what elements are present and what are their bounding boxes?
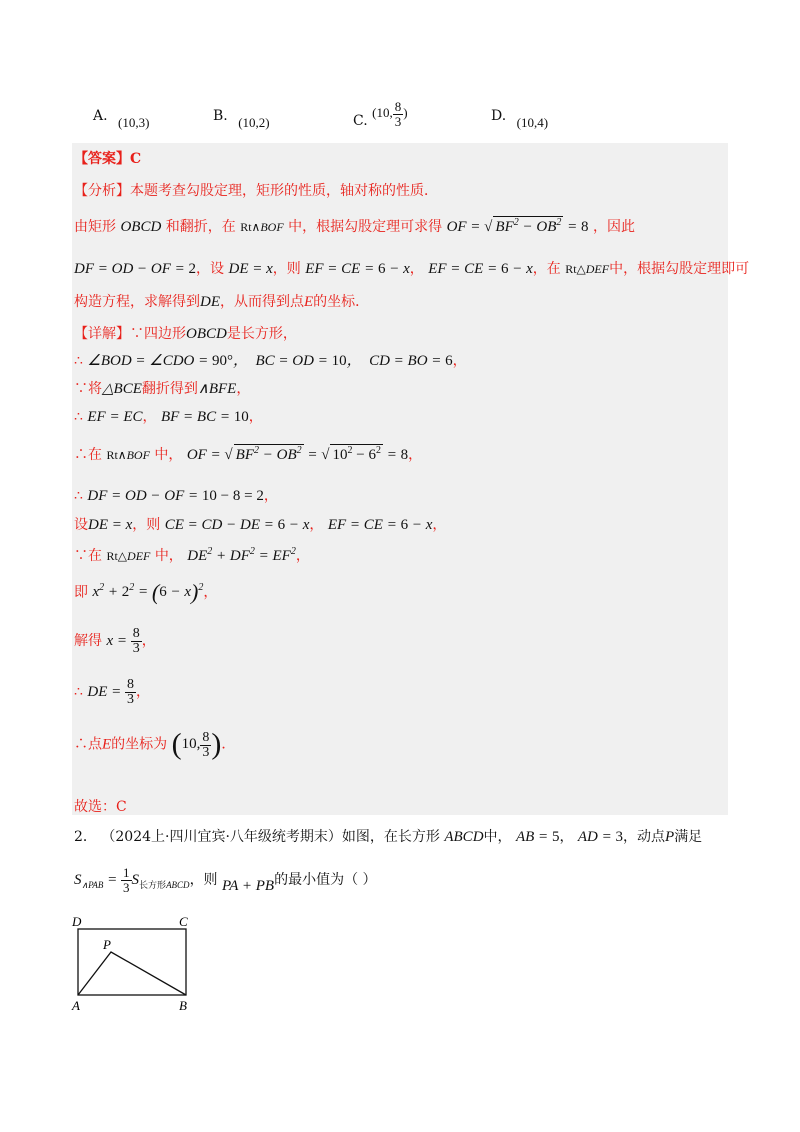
option-letter: A. xyxy=(93,108,108,124)
text: ，因此 xyxy=(592,219,635,235)
math-of-eq: OF = √ $BF^2 - OB^2 = 8$ xyxy=(446,217,589,235)
text: 中， xyxy=(483,829,512,845)
text: 中，根据勾股定理可求得 xyxy=(288,219,443,235)
detail-line-11: ∴ DE = $\frac{8}{3}$ ， xyxy=(74,677,150,707)
math-de-x: DE = x xyxy=(228,261,273,277)
text: 由矩形 xyxy=(74,219,116,235)
rect-label: 长方形 xyxy=(139,879,167,890)
option-letter: C. xyxy=(353,113,368,130)
detail-line-7: 设DE = x，则 CE = CD − DE = 6 − x， EF = CE = 6 − x， xyxy=(74,517,447,533)
segments-pa-pb xyxy=(78,952,186,995)
text: 和翻折，在 xyxy=(165,219,236,235)
option-c[interactable] xyxy=(353,100,408,129)
math-e: E xyxy=(304,294,314,310)
text: 满足 xyxy=(674,829,703,845)
analysis-line-4 xyxy=(74,291,369,311)
label-d: D xyxy=(72,914,82,929)
answer-panel xyxy=(72,143,728,815)
detail-line-6: ∴ DF = OD − OF = 10 − 8 = 2， xyxy=(74,488,278,504)
text: 中， xyxy=(154,447,183,463)
math-x-eq: x = $\frac{8}{3}$ xyxy=(106,626,140,656)
math-rt-bof: Rt∧BOF xyxy=(106,448,150,462)
option-b[interactable] xyxy=(213,108,270,130)
math-ef-ce: EF = CE = 6 − x xyxy=(327,517,433,533)
text: ， xyxy=(236,381,251,397)
text: ，从而得到点 xyxy=(220,294,304,310)
therefore: ∴ xyxy=(74,353,83,369)
math-tri-bfe: ∧BFE xyxy=(197,381,237,397)
text: 的坐标． xyxy=(313,294,370,310)
text: 如图，在长方形 xyxy=(341,829,440,845)
math-ce-calc: CE = CD − DE = 6 − x xyxy=(164,517,310,533)
label-c: C xyxy=(179,914,188,929)
detail-line-3 xyxy=(74,378,250,398)
text: ∴点 xyxy=(74,736,102,753)
question-number: 2． xyxy=(74,829,97,845)
therefore: ∴ xyxy=(74,683,83,700)
text: ∴在 xyxy=(74,447,102,463)
math-rt-def: Rt△DEF xyxy=(565,262,610,276)
frac-den: 3 xyxy=(394,114,402,129)
math-abcd: ABCD xyxy=(444,829,484,845)
frac-num: 8 xyxy=(394,99,402,114)
math-pythag: $DE^2 + DF^2 = EF^2$ xyxy=(187,546,296,564)
text: 设 xyxy=(74,517,88,533)
math-bf-bc: BF = BC = 10 xyxy=(160,409,249,425)
math-df-calc: DF = OD − OF = 10 − 8 = 2 xyxy=(87,488,264,504)
analysis-label: 【分析】 xyxy=(74,183,130,199)
option-d[interactable] xyxy=(491,108,549,130)
math-of-calc: OF = √ $BF^2 - OB^2$ = √ $10^2 - 6^2 = 8$ xyxy=(186,445,409,463)
math-rt-bof: Rt∧BOF xyxy=(240,220,284,234)
math-area-eq: $S_{\wedge PAB}$ = $\frac{1}{3}$ $S_{长方形ABCD}$ xyxy=(74,865,190,895)
option-value-right: ) xyxy=(403,105,408,121)
text: 的坐标为 xyxy=(111,736,168,753)
option-value-left: (10, xyxy=(372,105,393,121)
text: 的最小值为（ ） xyxy=(274,871,377,888)
detail-line-9: 即 $x^2 + 2^2 = (6 - x)^2$， xyxy=(74,580,218,605)
label-b: B xyxy=(179,998,187,1012)
therefore: ∴ xyxy=(74,409,83,425)
text: ，则 xyxy=(189,871,218,888)
math-ef-ce-2: EF = CE = 6 − x xyxy=(428,261,533,277)
math-coord: (10, $\frac{8}{3}$ ) xyxy=(171,728,222,761)
detail-line-8: ∵在 Rt△DEF 中， $DE^2 + DF^2 = EF^2$， xyxy=(74,546,310,564)
detail-line-10: 解得 x = $\frac{8}{3}$ ， xyxy=(74,626,156,656)
text: 是长方形， xyxy=(226,326,297,342)
text: ，则 xyxy=(132,517,161,533)
math-pa-pb: PA + PB xyxy=(222,877,275,894)
math-obcd: OBCD xyxy=(120,219,162,235)
answer-label: 【答案】C xyxy=(74,151,142,167)
math-de-eq: DE = $\frac{8}{3}$ xyxy=(87,677,134,707)
text: 中， xyxy=(154,548,183,564)
text: ∵在 xyxy=(74,548,102,564)
math-ab: AB = 5 xyxy=(515,829,560,845)
text: ， xyxy=(409,261,424,277)
option-letter: D. xyxy=(491,108,507,124)
geometry-figure xyxy=(68,912,198,1012)
math-ef-ce: EF = CE = 6 − x xyxy=(305,261,410,277)
detail-line-2: ∴ ∠BOD = ∠CDO = 90°， BC = OD = 10， CD = BO = 6， xyxy=(74,353,467,369)
math-ef-ec: EF = EC xyxy=(87,409,143,425)
detail-line-1 xyxy=(74,323,297,343)
analysis-line-2 xyxy=(74,216,635,236)
math-tri-bce: △BCE xyxy=(102,381,142,397)
analysis-line-3 xyxy=(74,258,749,278)
option-a[interactable] xyxy=(93,108,150,130)
label-p: P xyxy=(103,937,111,952)
math-equation: $x^2 + 2^2 = (6 - x)^2$ xyxy=(92,580,204,605)
text: ∵将 xyxy=(74,381,102,397)
detail-line-12: ∴点E的坐标为 (10, $\frac{8}{3}$ )． xyxy=(74,728,236,761)
text: ∵四边形 xyxy=(130,326,186,342)
text: 翻折得到 xyxy=(141,381,198,397)
math-angle: ∠BOD = ∠CDO = 90°， BC = OD = 10， CD = BO = 6 xyxy=(87,353,453,369)
option-letter: B. xyxy=(213,108,228,124)
option-value xyxy=(372,99,408,129)
option-value: (10,4) xyxy=(516,115,549,130)
math-rt-def: Rt△DEF xyxy=(106,549,151,563)
detail-line-4: ∴ EF = EC， BF = BC = 10， xyxy=(74,409,263,425)
detail-label: 【详解】 xyxy=(74,326,130,342)
text: ， xyxy=(559,829,574,845)
detail-line-5: ∴在 Rt∧BOF 中， OF = √ $BF^2 - OB^2$ = √ $10^2 - 6^2 = 8$， xyxy=(74,445,423,463)
math-p: P xyxy=(665,829,675,845)
question-source: （2024上·四川宜宾·八年级统考期末） xyxy=(101,829,342,845)
math-de: DE xyxy=(200,294,220,310)
label-a: A xyxy=(72,998,80,1012)
text: ，设 xyxy=(196,261,225,277)
option-value: (10,3) xyxy=(118,115,150,130)
analysis-line-1 xyxy=(74,180,438,200)
math-ad: AD = 3 xyxy=(577,829,624,845)
option-fraction xyxy=(393,100,404,129)
text: 即 xyxy=(74,584,88,601)
text: ，在 xyxy=(532,261,561,277)
math-de-x: DE = x xyxy=(88,517,133,533)
math-obcd: OBCD xyxy=(186,326,227,342)
question-line-1 xyxy=(74,826,702,846)
final-answer: 故选：C xyxy=(74,799,127,815)
text: 中，根据勾股定理即可 xyxy=(609,261,750,277)
analysis-text: 本题考查勾股定理，矩形的性质，轴对称的性质． xyxy=(130,183,438,199)
math-df: DF = OD − OF = 2 xyxy=(74,261,197,277)
question-line-2 xyxy=(74,866,377,895)
text: 解得 xyxy=(74,632,102,649)
therefore: ∴ xyxy=(74,488,83,504)
math-e: E xyxy=(102,736,112,753)
text: ，动点 xyxy=(623,829,666,845)
text: ，则 xyxy=(272,261,301,277)
text: 构造方程，求解得到 xyxy=(74,294,200,310)
option-value: (10,2) xyxy=(238,115,270,130)
